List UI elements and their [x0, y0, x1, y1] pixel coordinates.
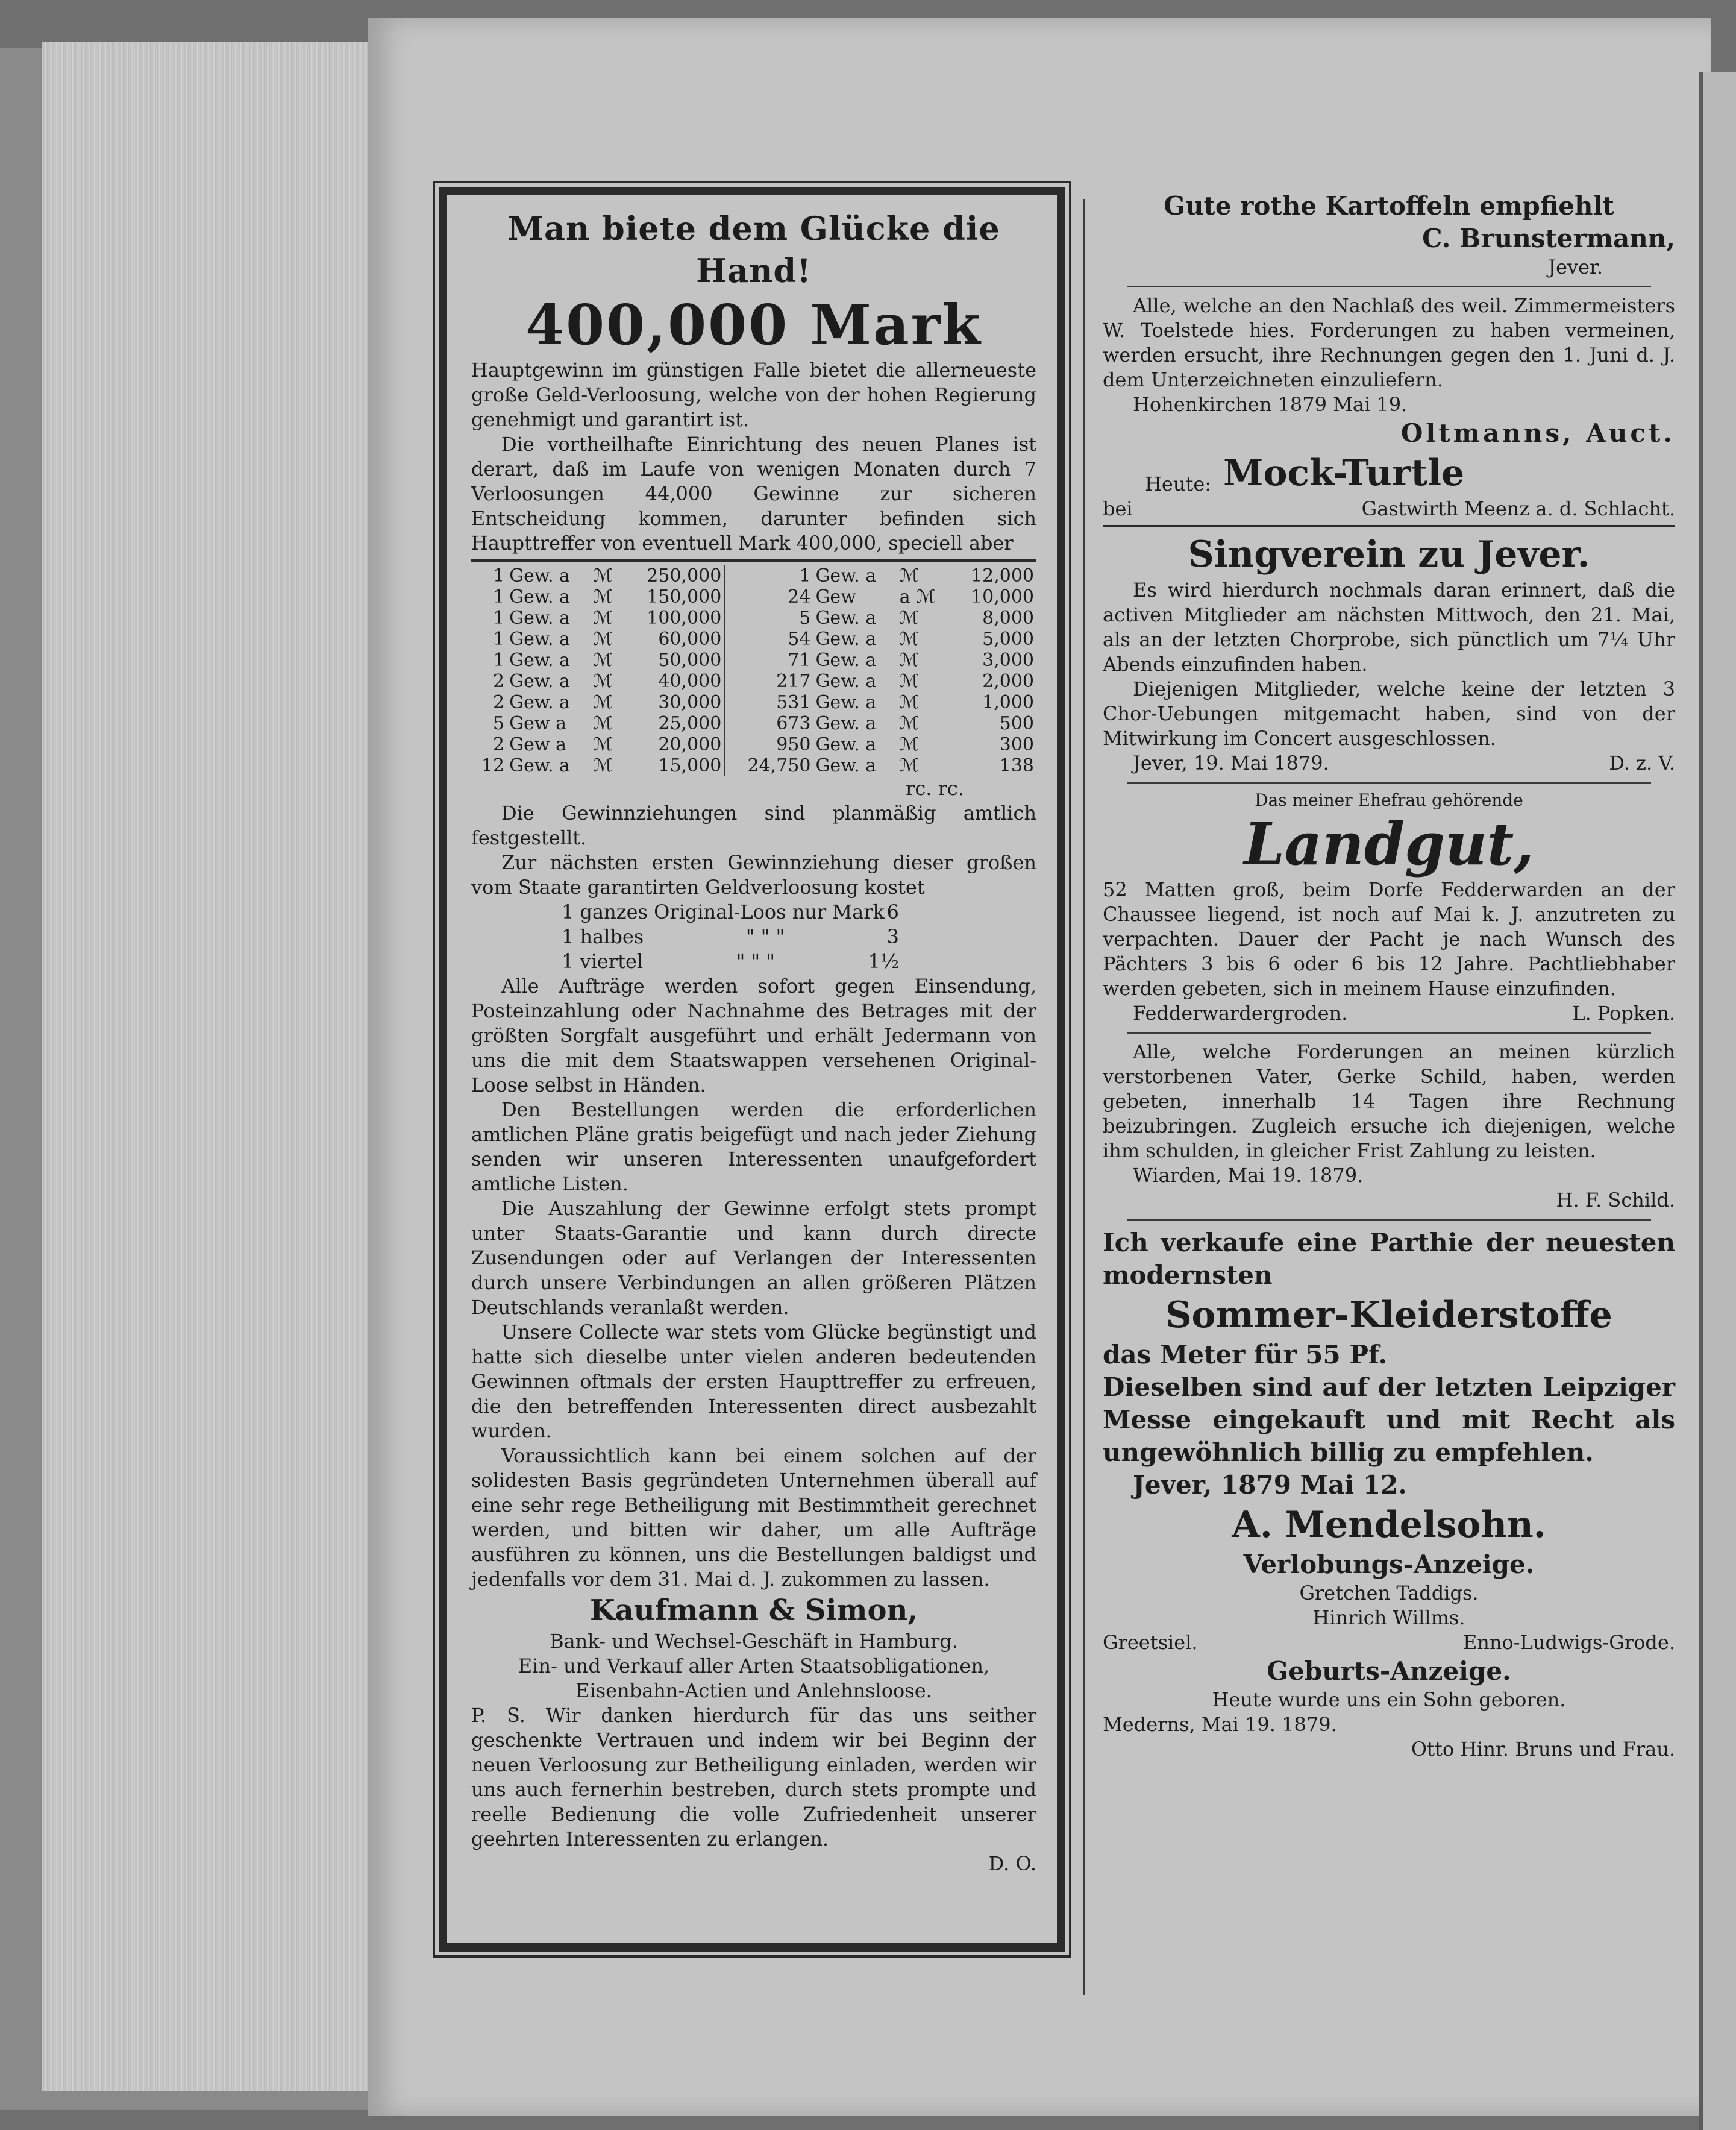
ad-headline: Man biete dem Glücke die Hand! [507, 209, 1000, 290]
prize-cell: ℳ [593, 608, 613, 629]
bei-label: bei [1103, 497, 1133, 520]
ad-amount: 400,000 Mark [525, 292, 982, 357]
prize-cell: a ℳ [899, 586, 936, 608]
right-column [1103, 190, 1675, 1762]
prize-cell: 100,000 [622, 608, 725, 629]
schild-date: Wiarden, Mai 19. 1879. [1133, 1164, 1364, 1187]
verlobung-place1: Greetsiel. [1103, 1631, 1198, 1654]
prize-cell: ℳ [899, 713, 919, 734]
prize-cell: 2 [493, 734, 505, 755]
prize-cell: ℳ [899, 608, 919, 629]
firm-name: Kaufmann & Simon, [589, 1594, 918, 1627]
prize-cell: Gew [815, 586, 856, 608]
prize-cell: 24 [788, 586, 811, 608]
prize-cell: ℳ [593, 586, 613, 608]
prize-cell: Gew. a [509, 629, 570, 650]
ad-para1: Die vortheilhafte Einrichtung des neuen Planes ist derart, daß im Laufe von wenigen Monaten durch 7 Verloosungen 44,000 Gewinne zur sicheren Entscheidung kommen, darunter befinden sich Haupttreffer von eventuell Mark 400,000, speciell aber [471, 433, 1036, 554]
price1-value: 6 [886, 900, 899, 923]
prize-cell: Gew. a [509, 671, 570, 692]
lottery-ad-frame [439, 187, 1065, 1952]
ad-para4: Alle Aufträge werden sofort gegen Einsendung, Posteinzahlung oder Nachnahme des Betrages mit der größten Sorgfalt ausgeführt und erhält Jedermann von uns die mit dem Staatswappen versehenen Original-Loose selbst in Händen. [471, 975, 1036, 1096]
prize-cell: 25,000 [622, 713, 725, 734]
lottery-ad [471, 207, 1036, 1876]
prize-cell: ℳ [593, 734, 613, 755]
prize-cell: 12,000 [971, 565, 1034, 586]
nachlass-date: Hohenkirchen 1879 Mai 19. [1133, 393, 1408, 416]
prize-cell: 71 [788, 650, 811, 671]
ad-para8: Voraussichtlich kann bei einem solchen auf der solidesten Basis gegründeten Unternehmen überall auf eine sehr rege Betheiligung mit Bestimmtheit gerechnet werden, und bitten wir daher, um alle Aufträge ausführen zu können, uns die Bestellungen baldigst und jedenfalls vor dem 31. Mai d. J. zukommen zu lassen. [471, 1444, 1036, 1591]
prize-cell: 1,000 [982, 692, 1034, 713]
price3-label: 1 viertel [562, 950, 644, 973]
prize-cell: 2 [493, 692, 505, 713]
prize-cell: 1 [493, 650, 505, 671]
divider [471, 559, 1036, 562]
schild-text: Alle, welche Forderungen an meinen kürzlich verstorbenen Vater, Gerke Schild, haben, werden gebeten, innerhalb 14 Tagen ihre Rechnung beizubringen. Zugleich ersuche ich diejenigen, welche ihm schulden, in gleicher Frist Zahlung zu leisten. [1103, 1040, 1675, 1162]
mockturtle-row [1103, 450, 1675, 497]
prize-cell: Gew. a [815, 671, 877, 692]
ad-intro: Hauptgewinn im günstigen Falle bietet die allerneueste große Geld-Verloosung, welche von der hohen Regierung genehmigt und garantirt ist. [471, 359, 1036, 431]
prize-cell: ℳ [899, 565, 919, 586]
column-rule [1083, 199, 1085, 1995]
prize-cell: ℳ [593, 629, 613, 650]
prize-cell: ℳ [899, 692, 919, 713]
prize-cell: 15,000 [622, 755, 725, 776]
prize-cell: 500 [999, 713, 1034, 734]
prize-cell: ℳ [899, 629, 919, 650]
stoffe-intro: Ich verkaufe eine Parthie der neuesten modernsten [1103, 1228, 1675, 1290]
divider [1127, 1219, 1651, 1221]
page-edges [42, 42, 382, 2091]
prize-cell: 1 [799, 565, 811, 586]
prize-cell: 1 [493, 565, 505, 586]
divider [1127, 1032, 1651, 1034]
kartoffeln-place: Jever. [1548, 256, 1603, 278]
prize-cell: 10,000 [971, 586, 1034, 608]
ad-para2: Die Gewinnziehungen sind planmäßig amtlich festgestellt. [471, 802, 1036, 849]
stoffe-sign: A. Mendelsohn. [1232, 1504, 1546, 1546]
prize-cell: 217 [776, 671, 811, 692]
prize-row [471, 755, 1036, 776]
prize-cell: 531 [776, 692, 811, 713]
landgut-footer [1103, 1001, 1675, 1026]
price-list [471, 900, 1036, 974]
prize-cell: ℳ [899, 734, 919, 755]
ad-para7: Unsere Collecte war stets vom Glücke begünstigt und hatte sich dieselbe unter vielen anderen bedeutenden Gewinnen oftmals der ersten Haupttreffer zu erfreuen, die den betreffenden Interessenten direct ausbezahlt wurden. [471, 1321, 1036, 1442]
landgut-title: Landgut, [1244, 810, 1534, 878]
prize-cell: 20,000 [622, 734, 725, 755]
verlobung-places [1103, 1630, 1675, 1655]
prize-row [471, 629, 1036, 650]
prize-cell: ℳ [593, 565, 613, 586]
prize-cell: 250,000 [622, 565, 725, 586]
mockturtle-title: Mock-Turtle [1223, 452, 1465, 494]
prize-cell: 50,000 [622, 650, 725, 671]
stoffe-date: Jever, 1879 Mai 12. [1133, 1470, 1407, 1500]
prize-cell: 2,000 [982, 671, 1034, 692]
geburt-sign: Otto Hinr. Bruns und Frau. [1411, 1738, 1675, 1761]
prize-row [471, 692, 1036, 713]
prize-cell: Gew. a [815, 650, 877, 671]
prize-cell: 60,000 [622, 629, 725, 650]
prize-row [471, 671, 1036, 692]
geburt-title: Geburts-Anzeige. [1267, 1656, 1511, 1686]
kartoffeln-name: C. Brunstermann, [1422, 224, 1675, 253]
prize-cell: 138 [999, 755, 1034, 776]
prize-cell: ℳ [593, 755, 613, 776]
verlobung-place2: Enno-Ludwigs-Grode. [1462, 1631, 1675, 1654]
stoffe-text: Dieselben sind auf der letzten Leipziger Messe eingekauft und mit Recht als ungewöhnlich billig zu empfehlen. [1103, 1372, 1675, 1467]
geburt-text: Heute wurde uns ein Sohn geboren. [1212, 1688, 1566, 1711]
heute-label: Heute: [1145, 473, 1212, 495]
prize-cell: 24,750 [747, 755, 811, 776]
stoffe-price: das Meter für 55 Pf. [1103, 1340, 1388, 1369]
verlobung-name2: Hinrich Willms. [1312, 1606, 1465, 1629]
firm-sub1: Bank- und Wechsel-Geschäft in Hamburg. [550, 1630, 958, 1653]
prize-cell: 5 [799, 608, 811, 629]
prize-cell: 1 [493, 586, 505, 608]
nachlass-sign: Oltmanns, Auct. [1400, 418, 1675, 448]
prize-cell: Gew. a [509, 565, 570, 586]
singverein-footer [1103, 751, 1675, 776]
prize-cell: ℳ [899, 650, 919, 671]
prize-row [471, 734, 1036, 755]
schild-sign: H. F. Schild. [1556, 1189, 1675, 1211]
prize-cell: Gew. a [509, 692, 570, 713]
prize-cell: 3,000 [982, 650, 1034, 671]
next-page-edge [1699, 72, 1736, 2130]
prize-cell: Gew. a [815, 713, 877, 734]
price2-ditto: " " " [745, 925, 785, 948]
prize-cell: 54 [788, 629, 811, 650]
prize-cell: Gew. a [815, 629, 877, 650]
divider [1127, 286, 1651, 287]
prize-etc: rc. rc. [906, 777, 964, 800]
prize-row [471, 565, 1036, 586]
gastwirth-row [1103, 497, 1675, 521]
singverein-sign: D. z. V. [1609, 752, 1675, 774]
price3-ditto: " " " [736, 950, 776, 973]
gastwirth-text: Gastwirth Meenz a. d. Schlacht. [1361, 497, 1675, 520]
nachlass-text: Alle, welche an den Nachlaß des weil. Zimmermeisters W. Toelstede hies. Forderungen zu haben vermeinen, werden ersucht, ihre Rechnungen gegen den 1. Juni d. J. dem Unterzeichneten einzuliefern. [1103, 294, 1675, 391]
ad-ps: P. S. Wir danken hierdurch für das uns seither geschenkte Vertrauen und indem wir bei Beginn der neuen Verloosung zur Betheiligung einladen, werden wir uns auch fernerhin bestreben, durch stets prompte und reelle Bedienung die volle Zufriedenheit unserer geehrten Interessenten zu erlangen. [471, 1704, 1036, 1850]
landgut-intro: Das meiner Ehefrau gehörende [1255, 790, 1523, 810]
kartoffeln-title: Gute rothe Kartoffeln empfiehlt [1164, 191, 1614, 221]
price2-value: 3 [886, 925, 899, 948]
prize-cell: 1 [493, 608, 505, 629]
stoffe-title: Sommer-Kleiderstoffe [1165, 1294, 1612, 1336]
prize-table [471, 565, 1036, 776]
prize-cell: Gew. a [815, 608, 877, 629]
prize-cell: Gew a [509, 713, 566, 734]
price2-label: 1 halbes [562, 925, 644, 948]
prize-cell: 950 [776, 734, 811, 755]
prize-cell: 300 [999, 734, 1034, 755]
ad-ps-sign: D. O. [988, 1852, 1036, 1875]
divider [1127, 782, 1651, 784]
verlobung-title: Verlobungs-Anzeige. [1243, 1550, 1535, 1579]
prize-cell: ℳ [593, 692, 613, 713]
prize-cell: 150,000 [622, 586, 725, 608]
prize-row [471, 650, 1036, 671]
prize-cell: Gew. a [509, 755, 570, 776]
prize-cell: 2 [493, 671, 505, 692]
prize-cell: 8,000 [982, 608, 1034, 629]
prize-cell: Gew. a [509, 586, 570, 608]
geburt-date: Mederns, Mai 19. 1879. [1103, 1713, 1337, 1736]
prize-row [471, 586, 1036, 608]
prize-cell: Gew. a [509, 650, 570, 671]
prize-cell: ℳ [593, 650, 613, 671]
prize-cell: Gew. a [815, 734, 877, 755]
prize-cell: ℳ [899, 755, 919, 776]
prize-cell: ℳ [593, 671, 613, 692]
singverein-date: Jever, 19. Mai 1879. [1133, 752, 1329, 774]
prize-cell: ℳ [593, 713, 613, 734]
divider [1103, 525, 1675, 527]
landgut-text: 52 Matten groß, beim Dorfe Fedderwarden an der Chaussee liegend, ist noch auf Mai k. J. anzutreten zu verpachten. Dauer der Pacht je nach Wunsch des Pächters 3 bis 6 oder 6 bis 12 Jahre. Pachtliebhaber werden gebeten, sich in meinem Hause einzufinden. [1103, 878, 1675, 1000]
prize-cell: ℳ [899, 671, 919, 692]
prize-cell: 1 [493, 629, 505, 650]
singverein-text1: Es wird hierdurch nochmals daran erinnert, daß die activen Mitglieder am nächsten Mittwoch, den 21. Mai, als an der letzten Chorprobe, sich pünctlich um 7¼ Uhr Abends einzufinden haben. [1103, 579, 1675, 676]
ad-para3: Zur nächsten ersten Gewinnziehung dieser großen vom Staate garantirten Geldverloosung kostet [471, 851, 1036, 899]
prize-row [471, 713, 1036, 734]
prize-cell: Gew a [509, 734, 566, 755]
prize-cell: 40,000 [622, 671, 725, 692]
landgut-sign: L. Popken. [1572, 1002, 1675, 1025]
prize-cell: Gew. a [815, 692, 877, 713]
singverein-text2: Diejenigen Mitglieder, welche keine der letzten 3 Chor-Uebungen mitgemacht haben, sind von der Mitwirkung im Concert ausgeschlossen. [1103, 677, 1675, 750]
ad-para5: Den Bestellungen werden die erforderlichen amtlichen Pläne gratis beigefügt und nach jeder Ziehung senden wir unseren Interessenten unaufgefordert amtliche Listen. [471, 1098, 1036, 1195]
prize-cell: 5,000 [982, 629, 1034, 650]
verlobung-name1: Gretchen Taddigs. [1299, 1582, 1479, 1604]
prize-row [471, 608, 1036, 629]
prize-cell: 673 [776, 713, 811, 734]
singverein-title: Singverein zu Jever. [1188, 533, 1590, 576]
prize-cell: Gew. a [509, 608, 570, 629]
ad-para6: Die Auszahlung der Gewinne erfolgt stets prompt unter Staats-Garantie und kann durch directe Zusendungen oder auf Verlangen der Interessenten durch unsere Verbindungen an allen größeren Plätzen Deutschlands veranlaßt werden. [471, 1197, 1036, 1319]
prize-cell: 12 [481, 755, 505, 776]
prize-cell: Gew. a [815, 565, 877, 586]
prize-cell: 5 [493, 713, 505, 734]
landgut-place: Fedderwardergroden. [1133, 1002, 1348, 1025]
prize-cell: 30,000 [622, 692, 725, 713]
firm-sub2: Ein- und Verkauf aller Arten Staatsobligationen, Eisenbahn-Actien und Anlehnsloose. [518, 1654, 990, 1702]
price3-value: 1½ [868, 950, 899, 973]
price1-label: 1 ganzes Original-Loos nur Mark [562, 900, 885, 923]
prize-cell: Gew. a [815, 755, 877, 776]
